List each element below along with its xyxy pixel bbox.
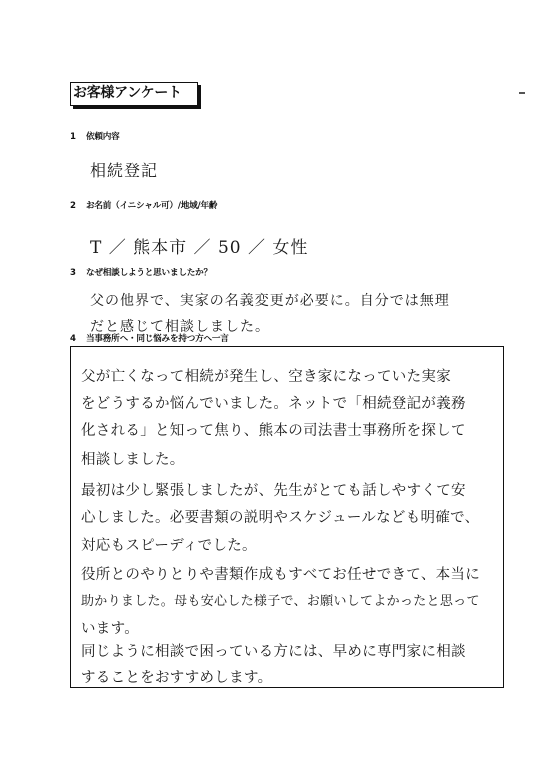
question-2-label: [70, 199, 217, 211]
question-3-label: [70, 266, 212, 278]
question-4-label: [70, 332, 229, 344]
comment-line-6: 心しました。必要書類の説明やスケジュールなども明確で、: [81, 510, 480, 526]
question-2-number: 2: [70, 201, 76, 211]
question-3-number: 3: [70, 268, 76, 278]
comment-line-11: 同じように相談で困っている方には、早めに専門家に相談: [81, 644, 466, 660]
answer-2-text: T ／ 熊本市 ／ 50 ／ 女性: [90, 238, 309, 258]
comment-line-12: することをおすすめします。: [81, 670, 273, 686]
comment-line-9: 助かりました。母も安心した様子で、お願いしてよかったと思って: [81, 594, 480, 609]
survey-title: お客様アンケート: [70, 82, 198, 106]
comment-line-10: います。: [81, 621, 140, 637]
answer-3-line-2: だと感じて相談しました。: [90, 319, 270, 335]
answer-1-text: 相続登記: [90, 161, 159, 180]
comment-line-1: 父が亡くなって相続が発生し、空き家になっていた実家: [81, 369, 451, 385]
comment-line-3: 化される」と知って焦り、熊本の司法書士事務所を探して: [81, 423, 466, 439]
question-4-number: 4: [70, 334, 76, 344]
comment-line-8: 役所とのやりとりや書類作成もすべてお任せできて、本当に: [81, 567, 481, 583]
comment-line-4: 相談しました。: [81, 452, 185, 468]
page-edge-mark: [519, 92, 525, 94]
comment-line-5: 最初は少し緊張しましたが、先生がとても話しやすくて安: [81, 483, 466, 499]
question-1-number: 1: [70, 132, 76, 142]
question-2-text: お名前（イニシャル可）/地域/年齢: [86, 201, 218, 211]
comment-line-2: をどうするか悩んでいました。ネットで「相続登記が義務: [81, 396, 466, 412]
comment-box: [70, 346, 504, 688]
question-1-text: 依頼内容: [86, 132, 120, 142]
answer-3-line-1: 父の他界で、実家の名義変更が必要に。自分では無理: [90, 293, 450, 309]
question-4-text: 当事務所へ・同じ悩みを持つ方へ一言: [86, 334, 229, 344]
question-3-text: なぜ相談しようと思いましたか？: [86, 268, 212, 278]
question-1-label: [70, 130, 120, 142]
comment-line-7: 対応もスピーディでした。: [81, 538, 257, 554]
